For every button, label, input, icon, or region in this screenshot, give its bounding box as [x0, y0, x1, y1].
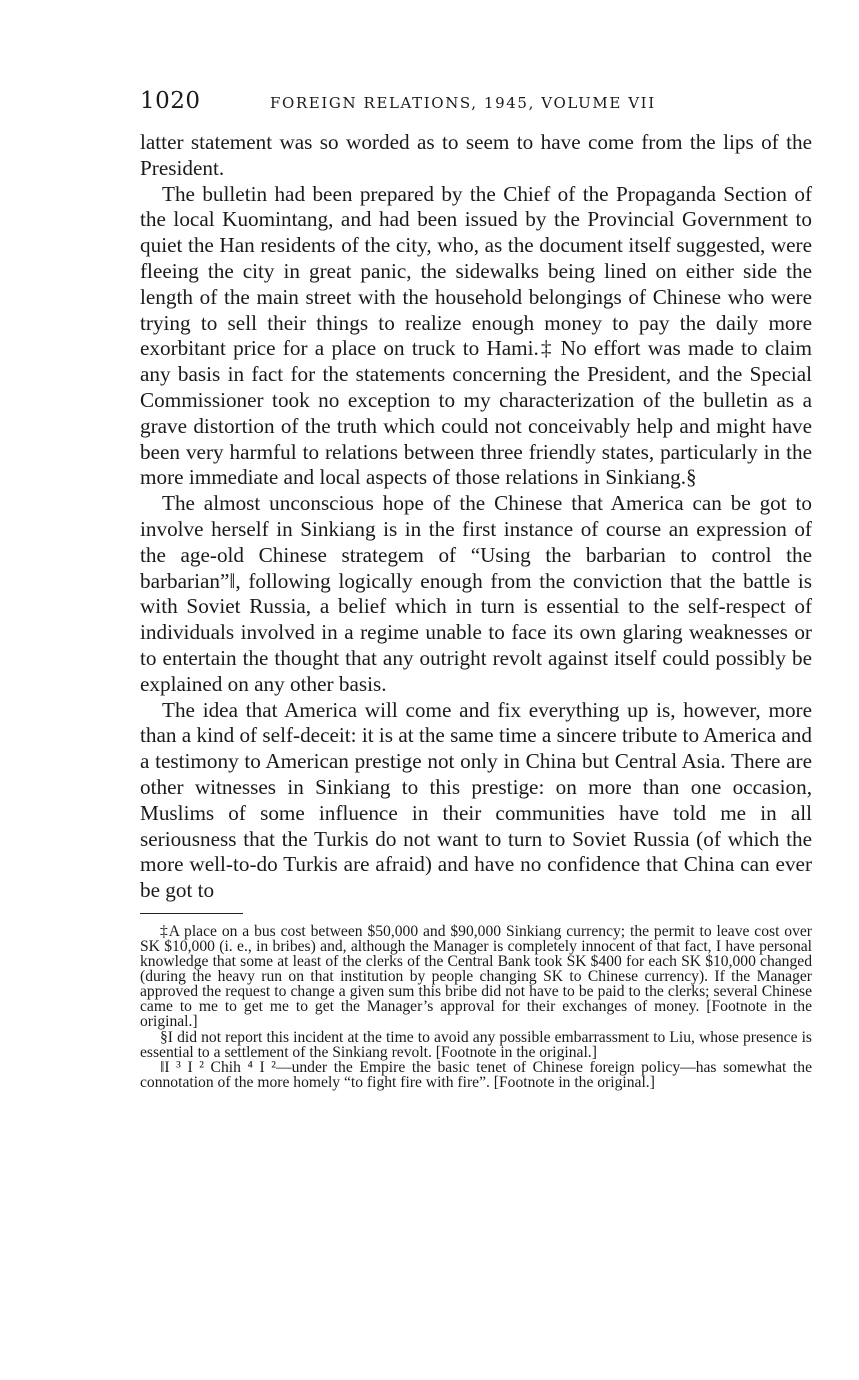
- footnote-section: §I did not report this incident at the time to avoid any possible embarrassment to Liu, whose presence is essential to a settlement of the Sinkiang revolt. [Footnote in the original.]: [140, 1028, 812, 1061]
- footnotes: [140, 924, 812, 1090]
- paragraph-continuation: latter statement was so worded as to seem to have come from the lips of the President.: [140, 130, 812, 180]
- footnote-double-dagger: ‡A place on a bus cost between $50,000 and $90,000 Sinkiang currency; the permit to leave cost over SK $10,000 (i. e., in bribes) and, although the Manager is completely innocent of that fact, I have personal knowledge that some at least of the clerks of the Central Bank took SK $400 for each SK $10,000 changed (during the heavy run on that institution by people changing SK to Chinese currency). If the Manager approved the request to change a given sum this bribe did not have to be paid to the clerks; several Chinese came to me to get me to get the Manager’s approval for their exchanges of money. [Footnote in the original.]: [140, 922, 812, 1031]
- running-title: FOREIGN RELATIONS, 1945, VOLUME VII: [270, 94, 656, 112]
- paragraph-chinese-hope: The almost unconscious hope of the Chinese that America can be got to involve herself in Sinkiang is in the first instance of course an expression of the age-old Chinese strategem of “Using the barbarian to control the barbarian”‖, following logically enough from the conviction that the battle is with Soviet Russia, a belief which in turn is essential to the self-respect of individuals involved in a regime unable to face its own glaring weaknesses or to entertain the thought that any outright revolt against itself could possibly be explained on any other basis.: [140, 491, 812, 696]
- running-head: [140, 88, 812, 124]
- footnote-divider: [140, 913, 243, 914]
- page-number: 1020: [140, 88, 201, 114]
- paragraph-bulletin: The bulletin had been prepared by the Chief of the Propaganda Section of the local Kuomintang, and had been issued by the Provincial Government to quiet the Han residents of the city, who, as the document itself suggested, were fleeing the city in great panic, the sidewalks being lined on either side the length of the main street with the household belongings of Chinese who were trying to sell their things to realize enough money to pay the daily more exorbitant price for a place on truck to Hami.‡ No effort was made to claim any basis in fact for the statements concerning the President, and the Special Commissioner took no exception to my characterization of the bulletin as a grave distortion of the truth which could not conceivably help and might have been very harmful to relations between three friendly states, particularly in the more immediate and local aspects of those relations in Sinkiang.§: [140, 181, 812, 490]
- document-page: [140, 88, 812, 1090]
- body-text: [140, 130, 812, 904]
- paragraph-american-prestige: The idea that America will come and fix everything up is, however, more than a kind of self-deceit: it is at the same time a sincere tribute to America and a testimony to American prestige not only in China but Central Asia. There are other witnesses in Sinkiang to this prestige: on more than one occasion, Muslims of some influence in their communities have told me in all seriousness that the Turkis do not want to turn to Soviet Russia (of which the more well-to-do Turkis are afraid) and have no confidence that China can ever be got to: [140, 697, 812, 903]
- footnote-parallel: ‖I ³ I ² Chih ⁴ I ²—under the Empire the basic tenet of Chinese foreign policy—has somewhat the connotation of the more homely “to fight fire with fire”. [Footnote in the original.]: [140, 1058, 812, 1091]
